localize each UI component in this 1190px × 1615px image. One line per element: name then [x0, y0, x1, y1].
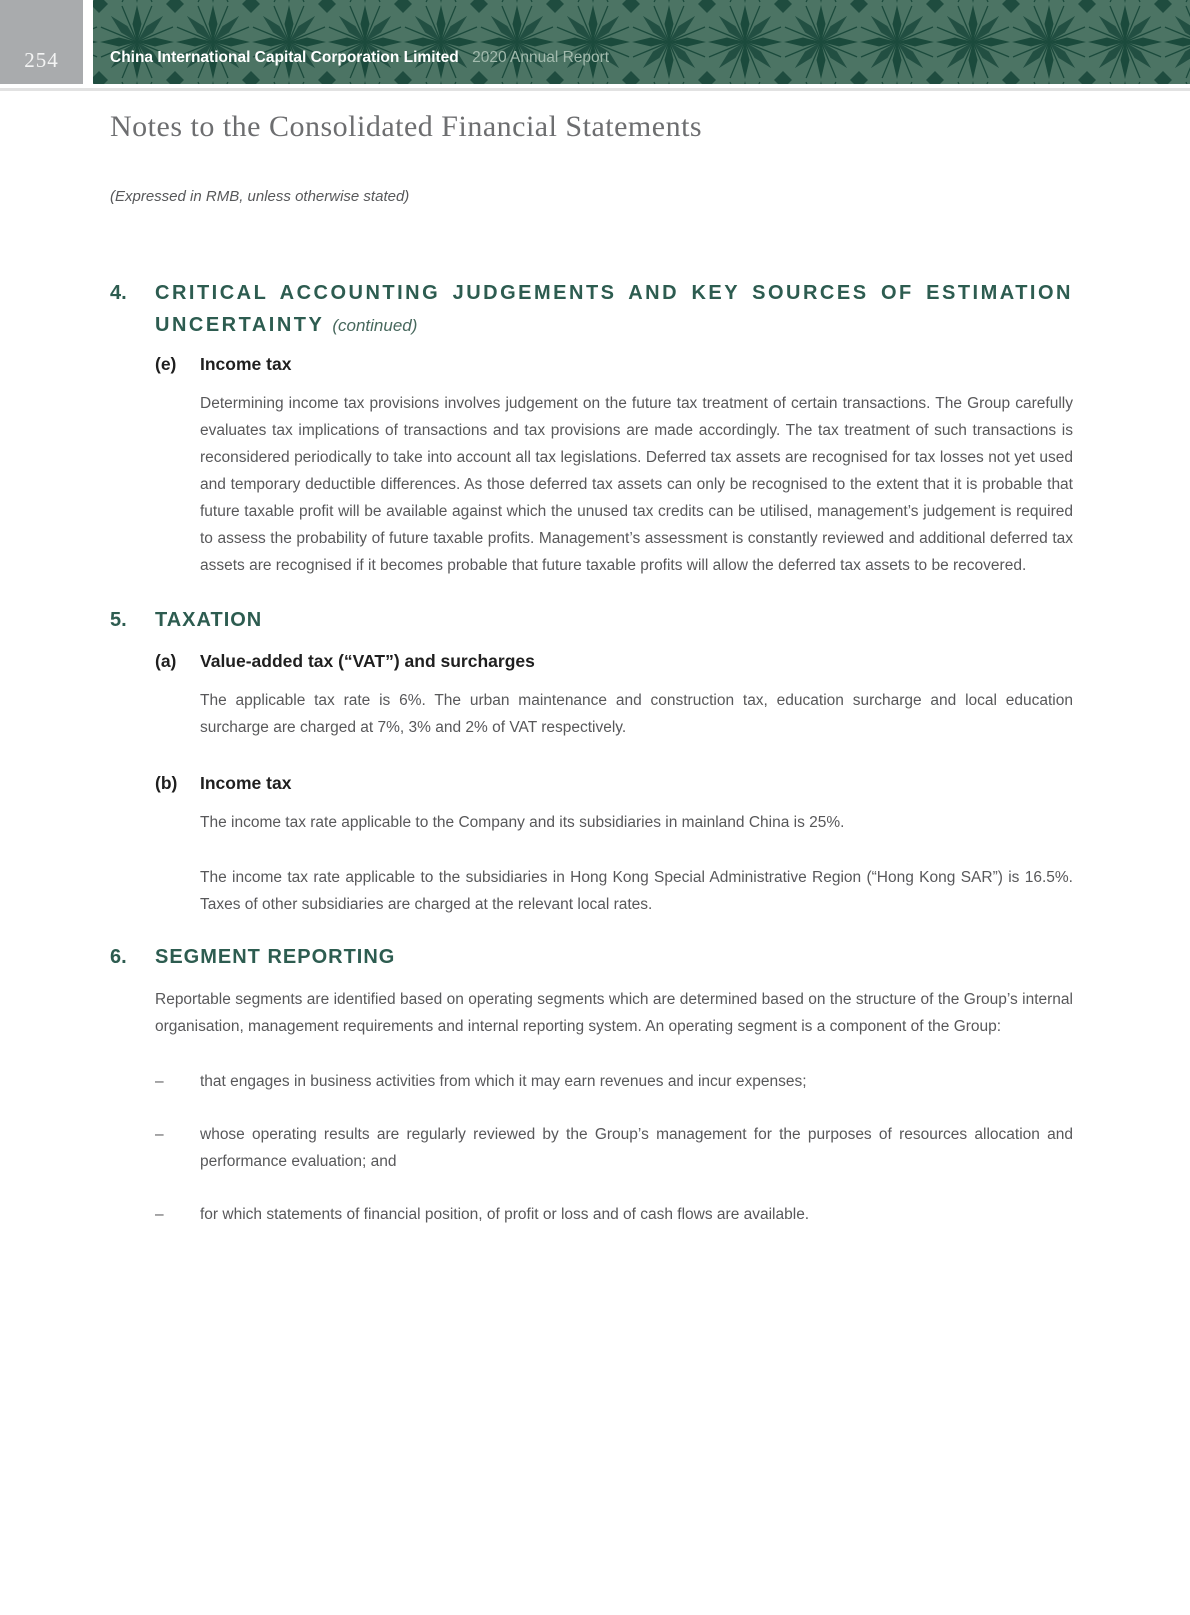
section-5-number: 5. [110, 609, 127, 631]
subsection-b-marker: (b) [155, 773, 178, 793]
subsection-e-title: Income tax [200, 354, 292, 374]
segment-bullet-1 [155, 1068, 1073, 1095]
subsection-a [155, 649, 1073, 741]
section-4-number: 4. [110, 282, 127, 304]
subsection-e-marker: (e) [155, 354, 177, 374]
report-title: 2020 Annual Report [472, 49, 610, 66]
subsection-e [155, 352, 1073, 579]
page-title: Notes to the Consolidated Financial Statements [110, 110, 703, 143]
segment-intro-paragraph: Reportable segments are identified based on operating segments which are determined based on the structure of the Group’s internal organisation, management requirements and internal reporting system. An operating segment is a component of the Group: [155, 991, 1073, 1035]
vat-paragraph: The applicable tax rate is 6%. The urban maintenance and construction tax, education surcharge and local education surcharge are charged at 7%, 3% and 2% of VAT respectively. [200, 692, 1073, 736]
header-banner [93, 0, 1190, 84]
section-4-title-word: UNCERTAINTY [155, 314, 325, 336]
page-number-box [0, 0, 83, 84]
mainland-tax-paragraph: The income tax rate applicable to the Company and its subsidiaries in mainland China is 25%. [200, 814, 845, 831]
section-5-title: TAXATION [155, 609, 263, 631]
section-4-title-line1: CRITICAL ACCOUNTING JUDGEMENTS AND KEY SOURCES OF ESTIMATION [155, 282, 1073, 304]
dash-icon: – [155, 1073, 164, 1090]
header-gap [83, 0, 93, 84]
currency-note: (Expressed in RMB, unless otherwise stated) [110, 188, 410, 205]
income-tax-judgement-paragraph: Determining income tax provisions involves judgement on the future tax treatment of certain transactions. The Group carefully evaluates tax implications of transactions and tax provisions are made accordingly. The tax treatment of such transactions is reconsidered periodically to take into account all tax legislations. Deferred tax assets are recognised for tax losses not yet used and temporary deductible differences. As those deferred tax assets can only be recognised to the extent that it is probable that future taxable profit will be available against which the unused tax credits can be utilised, management’s judgement is required to assess the probability of future taxable profits. Management’s assessment is constantly reviewed and additional deferred tax assets are recognised if it becomes probable that future taxable profits will allow the deferred tax assets to be recovered. [200, 395, 1073, 574]
section-6-number: 6. [110, 946, 127, 968]
dash-icon: – [155, 1126, 164, 1143]
segment-bullet-3 [155, 1201, 1073, 1228]
page-content [0, 91, 1190, 1228]
section-4-title-line2 [155, 309, 1073, 342]
subsection-a-title: Value-added tax (“VAT”) and surcharges [200, 651, 535, 671]
company-name: China International Capital Corporation Limited [110, 49, 459, 66]
section-4 [110, 277, 1073, 579]
dash-icon: – [155, 1206, 164, 1223]
asanoha-pattern-icon [93, 0, 1190, 84]
page-number: 254 [24, 48, 59, 72]
segment-bullet-2-text: whose operating results are regularly reviewed by the Group’s management for the purposes of resources allocation and performance evaluation; and [200, 1126, 1073, 1170]
segment-bullet-2 [155, 1121, 1073, 1175]
section-6 [110, 944, 1073, 1228]
hongkong-tax-paragraph: The income tax rate applicable to the subsidiaries in Hong Kong Special Administrative Region (“Hong Kong SAR”) is 16.5%. Taxes of other subsidiaries are charged at the relevant local rates. [200, 869, 1073, 913]
page-header [0, 0, 1190, 84]
banner-text [110, 49, 609, 67]
section-5 [110, 607, 1073, 918]
segment-bullet-1-text: that engages in business activities from which it may earn revenues and incur expenses; [200, 1073, 807, 1090]
segment-bullet-3-text: for which statements of financial position, of profit or loss and of cash flows are available. [200, 1206, 810, 1223]
subsection-b-title: Income tax [200, 773, 292, 793]
subsection-b [155, 771, 1073, 918]
continued-note: (continued) [332, 316, 418, 335]
section-6-title: SEGMENT REPORTING [155, 946, 396, 968]
subsection-a-marker: (a) [155, 651, 177, 671]
